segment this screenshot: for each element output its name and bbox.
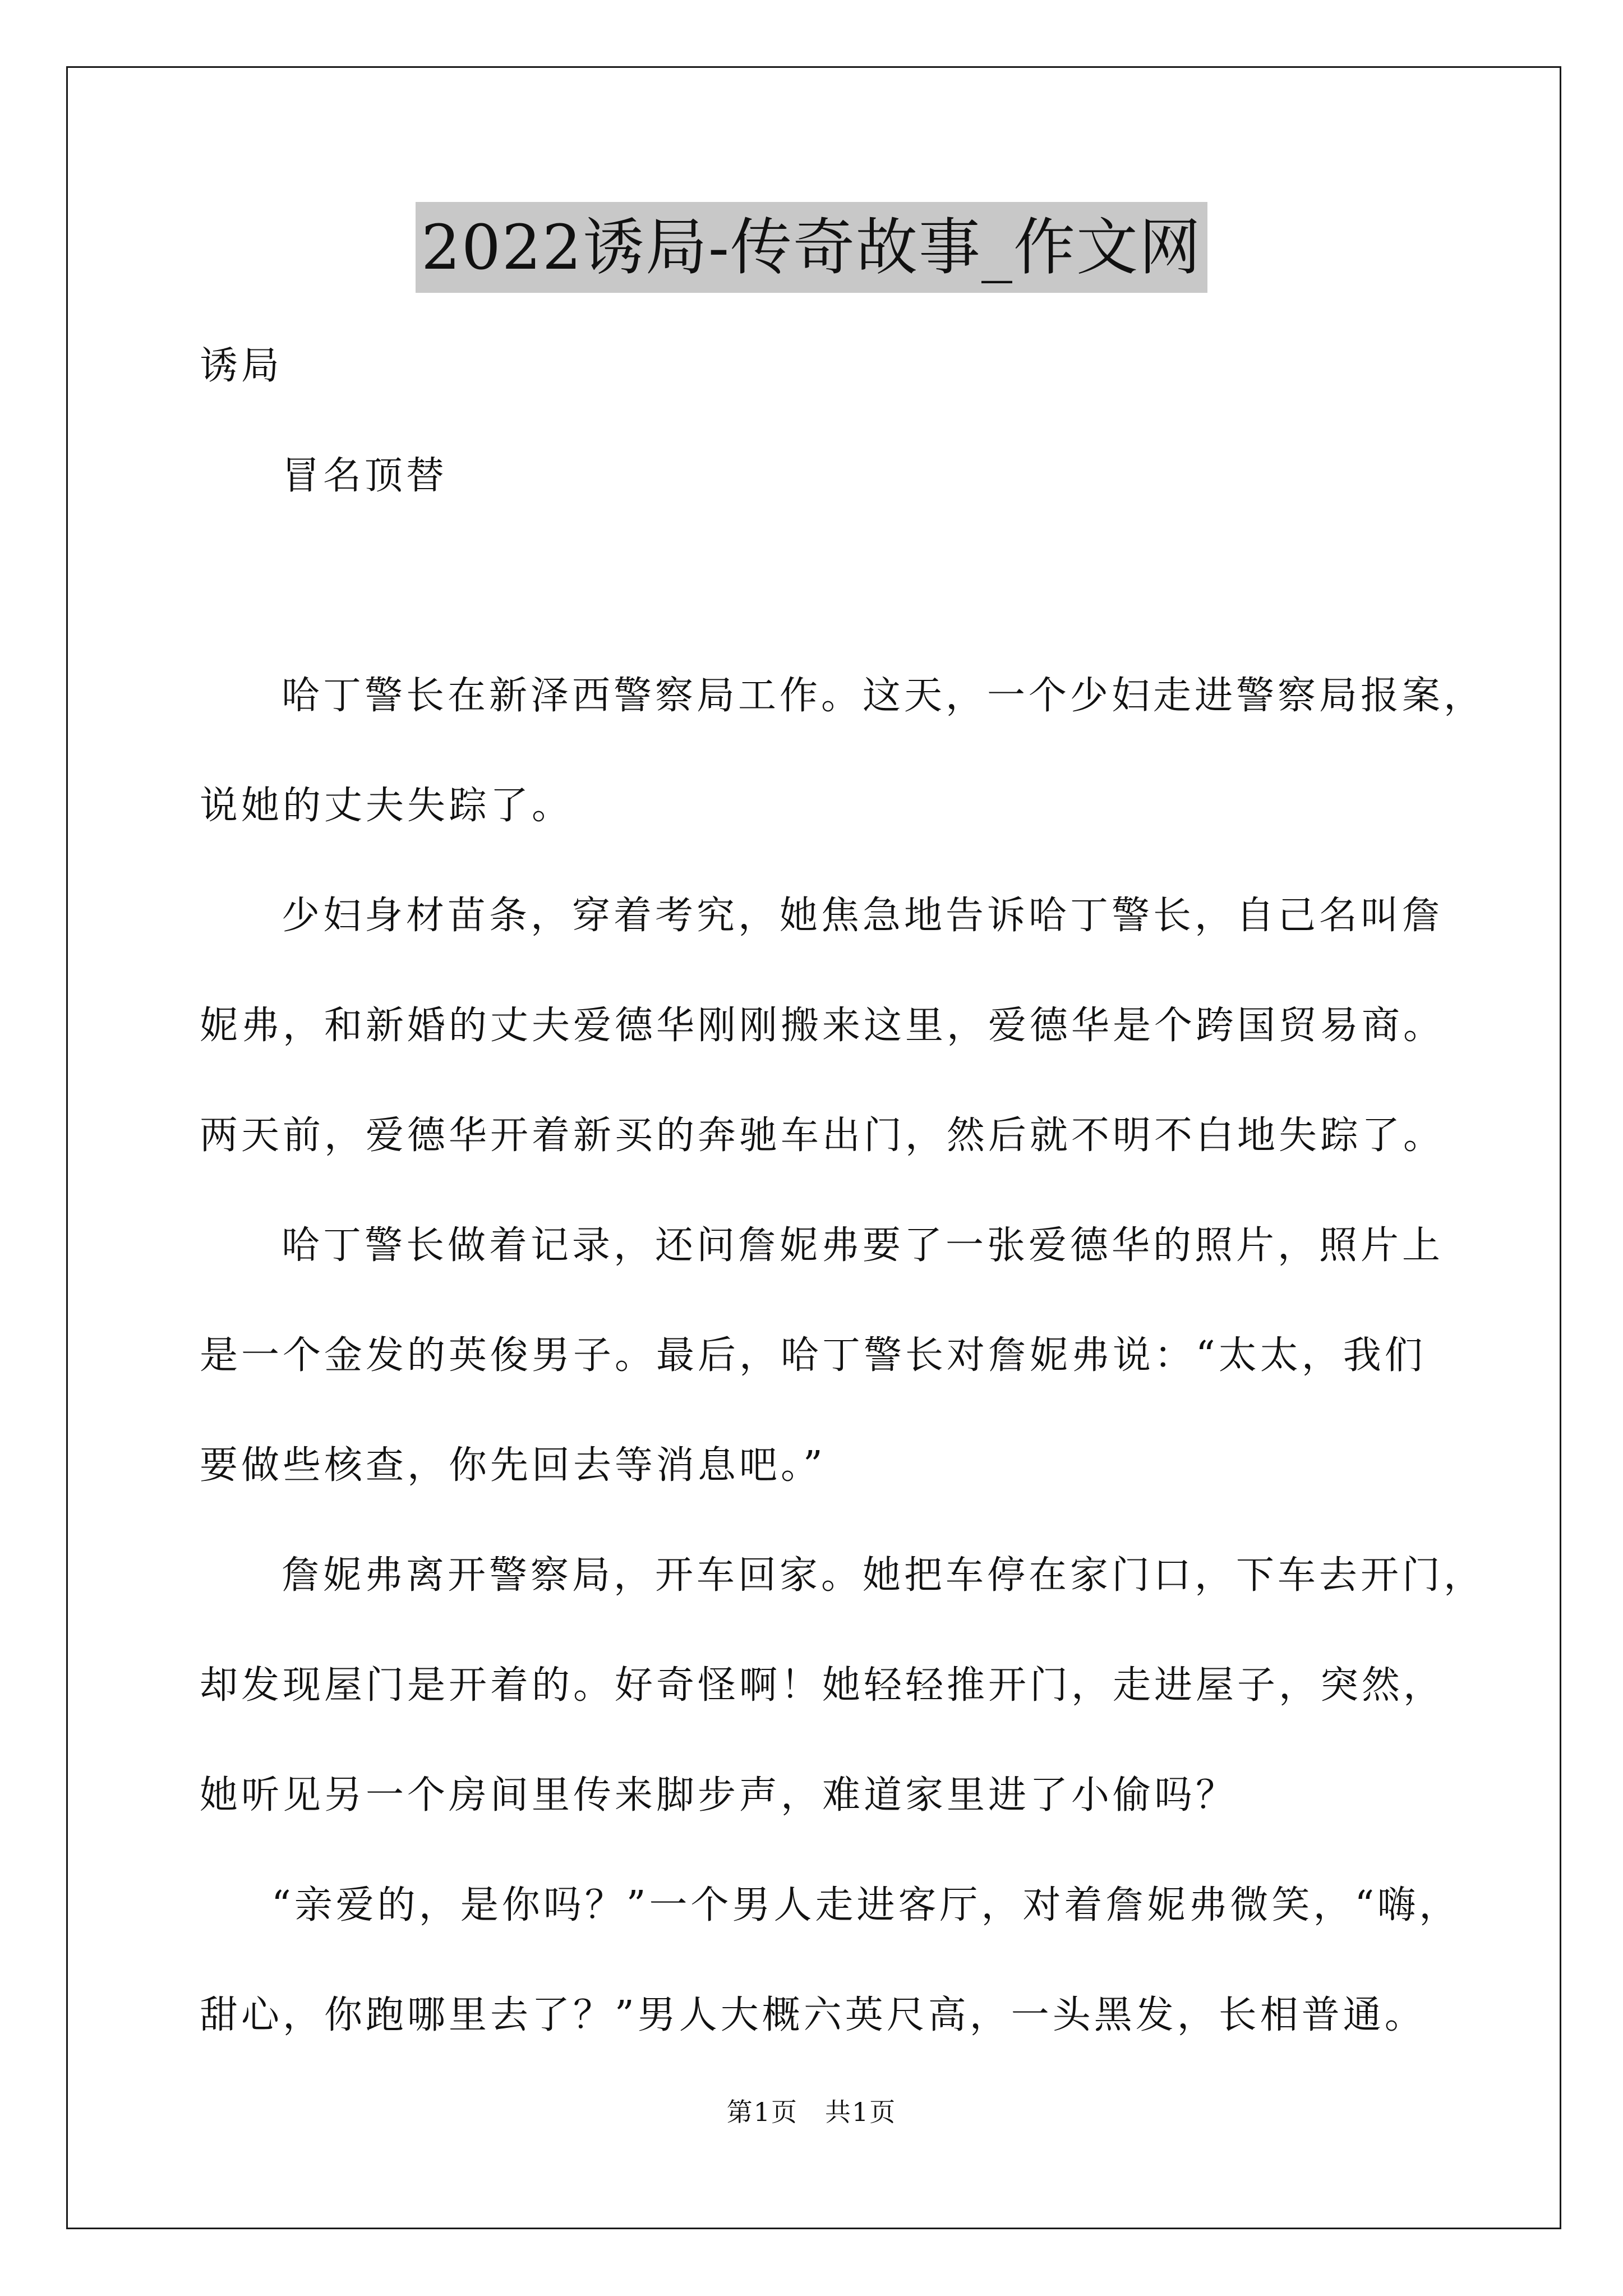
paragraph-line: “亲爱的，是你吗？”一个男人走进客厅，对着詹妮弗微笑，“嗨， [271,1883,1461,1927]
subheading: 冒名顶替 [282,454,448,498]
paragraph-line: 她听见另一个房间里传来脚步声，难道家里进了小偷吗？ [200,1773,1238,1818]
paragraph-line: 是一个金发的英俊男子。最后，哈丁警长对詹妮弗说：“太太，我们 [200,1333,1426,1378]
paragraph-line: 两天前，爱德华开着新买的奔驰车出门，然后就不明不白地失踪了。 [200,1114,1445,1158]
paragraph-line: 妮弗，和新婚的丈夫爱德华刚刚搬来这里，爱德华是个跨国贸易商。 [200,1004,1445,1048]
paragraph-line: 却发现屋门是开着的。好奇怪啊！她轻轻推开门，走进屋子，突然， [200,1663,1445,1708]
title-container [0,202,1623,293]
paragraph-line: 要做些核查，你先回去等消息吧。” [200,1443,826,1488]
paragraph-line: 甜心，你跑哪里去了？”男人大概六英尺高，一头黑发，长相普通。 [200,1993,1426,2037]
document-title: 2022诱局-传奇故事_作文网 [416,202,1207,293]
paragraph-line: 哈丁警长在新泽西警察局工作。这天，一个少妇走进警察局报案， [282,674,1486,718]
section-heading: 诱局 [200,344,283,388]
blank-line [200,531,1466,641]
page-footer: 第1页 共1页 [726,2097,897,2127]
paragraph-line: 哈丁警长做着记录，还问詹妮弗要了一张爱德华的照片，照片上 [282,1223,1444,1268]
document-body [200,311,1486,2070]
paragraph-line: 詹妮弗离开警察局，开车回家。她把车停在家门口，下车去开门， [282,1553,1486,1598]
paragraph-line: 说她的丈夫失踪了。 [200,784,574,828]
paragraph-line: 少妇身材苗条，穿着考究，她焦急地告诉哈丁警长，自己名叫詹 [282,894,1444,938]
